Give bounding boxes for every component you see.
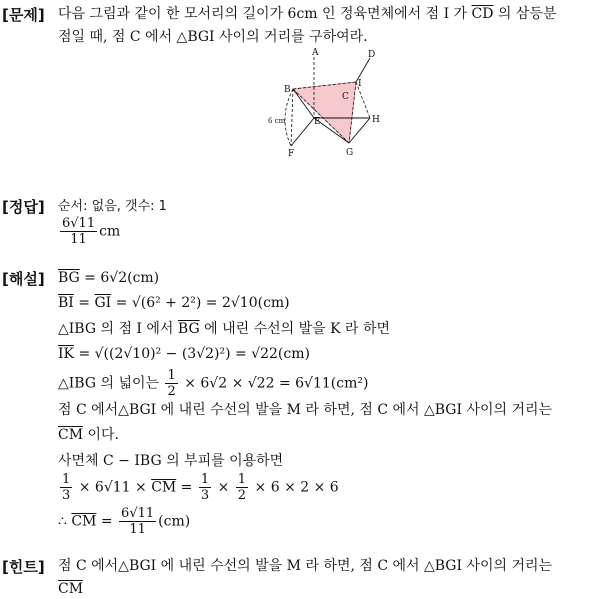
explanation-line-6: 점 C 에서△BGI 에 내린 수선의 발을 M 라 하면, 점 C 에서 △BGI 사이의 거리는 [58, 402, 553, 418]
label-a: A [312, 48, 319, 58]
explanation-line-8: 사면체 C − IBG 의 부피를 이용하면 [58, 453, 284, 469]
explanation-line-2: $\overline{BI} = \overline{GI} = √(6^2 + 2^2) = 2√10(cm)$ [58, 295, 290, 311]
answer-unit: cm [99, 223, 121, 240]
problem-line-2: 점일 때, 점 C 에서 △BGI 사이의 거리를 구하여라. [58, 29, 368, 45]
label-f: F [288, 149, 295, 159]
problem-line-1 [58, 5, 556, 23]
explanation-line-4: $\overline{IK} = √((2√10)^2 - (3√2)^2) = √22(cm)$ [58, 346, 310, 362]
label-b: B [284, 85, 291, 95]
explanation-line-1: $\overline{BG} = 6√2(cm)$ [58, 270, 160, 286]
label-h: H [372, 115, 380, 125]
label-d: D [368, 50, 376, 60]
explanation-line-5: △IBG 의 넓이는 $\frac{1}{2}$ × 6√2 × √22 = 6√11(cm²) [58, 368, 369, 399]
explanation-line-10: ∴ $\overline{CM}$ = $\frac{6√11}{11}$ (cm) [58, 506, 191, 537]
explanation-line-3: △IBG 의 점 I 에서 $\overline{BG}$ 에 내린 수선의 발을 K 라 하면 [58, 321, 391, 337]
label-e: E [314, 117, 321, 127]
explanation-line-7: $\overline{CM}$ 이다. [58, 427, 119, 443]
answer-line-1: 순서: 없음, 갯수: 1 [58, 199, 167, 214]
hint-tag: [힌트] [2, 558, 45, 576]
answer-value [58, 216, 120, 247]
edge-length-label: 6 cm [268, 117, 286, 125]
problem-text: 다음 그림과 같이 한 모서리의 길이가 6cm 인 정육면체에서 점 I 가 [58, 6, 472, 22]
answer-tag: [정답] [2, 198, 45, 216]
answer-fraction: $\frac{6√11}{11}$ [62, 216, 96, 247]
problem-text-end: 의 삼등분 [493, 6, 557, 22]
problem-tag: [문제] [2, 6, 45, 24]
explanation-line-9: $\frac{1}{3}$ × $6√11 \times \overline{CM}$ = $\frac{1}{3}$ × $\frac{1}{2}$ × 6 × 2 × 6 [62, 472, 339, 503]
hint-line-1: 점 C 에서△BGI 에 내린 수선의 발을 M 라 하면, 점 C 에서 △BGI 사이의 거리는 [58, 558, 553, 574]
label-i: I [358, 79, 362, 89]
hint-line-2: $\overline{CM}$ [58, 581, 84, 597]
label-g: G [346, 148, 354, 158]
label-c: C [342, 92, 349, 102]
segment-cd: $\overline{CD}$ [471, 6, 494, 22]
cube-figure [260, 46, 390, 164]
fraction-one-half: $\frac{1}{2}$ [167, 368, 176, 399]
explanation-tag: [해설] [2, 270, 45, 288]
